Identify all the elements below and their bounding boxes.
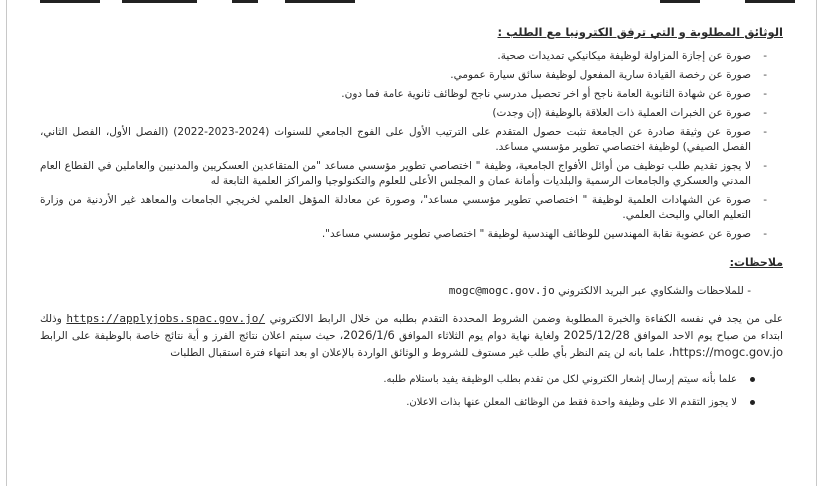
page-edge-left	[6, 0, 7, 486]
complaints-email-line: - للملاحظات والشكاوي عبر البريد الالكتروني mogc@mogc.gov.jo	[448, 284, 751, 297]
document-page	[40, 24, 783, 419]
document-item: - صورة عن عضوية نقابة المهندسين للوظائف الهندسية لوظيفة " اختصاصي تطوير مؤسسي مساعد".	[40, 227, 767, 242]
document-item: - لا يجوز تقديم طلب توظيف من أوائل الأفواج الجامعية، وظيفة " اختصاصي تطوير مؤسسي مساعد "من المتقاعدين العسكريين والمدنيين والعاملين في القطاع العام المدني والعسكري والجامعات الرسمية والبلديات وأمانة عمان و المجلس الأعلى للعلوم والتكنولوجيا والمراكز العلمية التابعة له	[40, 159, 767, 189]
document-item: - صورة عن الشهادات العلمية لوظيفة " اختصاصي تطوير مؤسسي مساعد"، وصورة عن معادلة المؤهل العلمي لخريجي الجامعات والمعاهد غير الأردنية من وزارة التعليم العالي والبحث العلمي.	[40, 193, 767, 223]
apply-jobs-link[interactable]: https://applyjobs.spac.gov.jo/	[66, 312, 266, 325]
top-border	[0, 0, 823, 4]
document-item: - صورة عن الخبرات العملية ذات العلاقة بالوظيفة (إن وجدت)	[40, 106, 767, 121]
notes-heading: ملاحظات:	[729, 256, 783, 269]
note-bullet-item: علما بأنه سيتم إرسال إشعار الكتروني لكل من تقدم بطلب الوظيفة يفيد باستلام طلبه.	[40, 373, 755, 387]
instructions-part-3: ولغاية نهاية دوام يوم الثلاثاء الموافق	[398, 330, 560, 342]
document-item: - صورة عن وثيقة صادرة عن الجامعة تثبت حصول المتقدم على الترتيب الأول على الفوج الجامعي للسنوات (2024-2023-2022) (الفصل الأول، الفصل الثاني، الفصل الصيفي) لوظيفة اختصاصي تطوير مؤسسي مساعد.	[40, 125, 767, 155]
required-documents-list	[40, 49, 783, 242]
instructions-part-2: وذلك ابتداء من صباح يوم الاحد الموافق	[40, 313, 783, 342]
instructions-part-4: ، حيث سيتم اعلان نتائج الفرز و أية نتائج خاصة بالوظيفة على الرابط	[40, 330, 344, 342]
start-date: 2025/12/28	[563, 328, 630, 342]
notes-bullet-list	[40, 373, 783, 410]
instructions-part-5: ، علما بانه لن يتم النظر بأي طلب غير مستوف للشروط و الوثائق الواردة بالإعلان او بعد انتهاء فترة استقبال الطلبات	[170, 347, 673, 359]
document-item: - صورة عن رخصة القيادة سارية المفعول لوظيفة سائق سيارة عمومي.	[40, 68, 767, 83]
document-item: - صورة عن إجازة المزاولة لوظيفة ميكانيكي تمديدات صحية.	[40, 49, 767, 64]
note-bullet-item: لا يجوز التقدم الا على وظيفة واحدة فقط من الوظائف المعلن عنها بذات الاعلان.	[40, 396, 755, 410]
document-item: - صورة عن شهادة الثانوية العامة ناجح أو اخر تحصيل مدرسي ناجح لوظائف ثانوية عامة فما دون.	[40, 87, 767, 102]
results-link[interactable]: https://mogc.gov.jo	[672, 345, 783, 359]
application-instructions	[40, 311, 783, 361]
page-edge-right	[816, 0, 817, 486]
instructions-part-1: على من يجد في نفسه الكفاءة والخبرة المطلوبة وضمن الشروط المحددة التقدم بطلبه من خلال الرابط الالكتروني	[269, 313, 783, 325]
required-documents-heading: الوثائق المطلوبة و التي ترفق الكترونيا مع الطلب :	[497, 25, 783, 39]
email-link[interactable]: mogc@mogc.gov.jo	[448, 284, 555, 297]
email-label: للملاحظات والشكاوي عبر البريد الالكتروني	[558, 285, 744, 297]
end-date: 2026/1/6	[343, 328, 395, 342]
